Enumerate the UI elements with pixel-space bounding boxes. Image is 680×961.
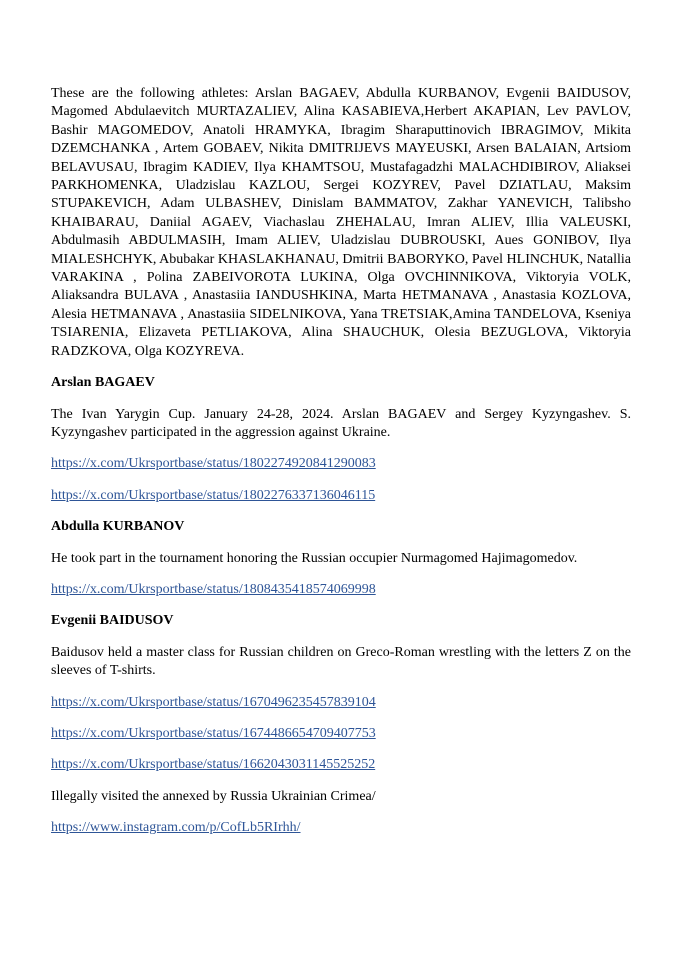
- link-row: [51, 756, 631, 774]
- section-heading-evgenii-baidusov: Evgenii BAIDUSOV: [51, 613, 174, 629]
- x-status-link[interactable]: https://x.com/Ukrsportbase/status/1802276337136046115: [51, 487, 376, 503]
- section-body-abdulla-kurbanov: He took part in the tournament honoring the Russian occupier Nurmagomed Hajimagomedov.: [51, 550, 578, 566]
- link-row: [51, 694, 631, 712]
- link-row: [51, 725, 631, 743]
- x-status-link[interactable]: https://x.com/Ukrsportbase/status/1662043031145525252: [51, 757, 376, 773]
- x-status-link[interactable]: https://x.com/Ukrsportbase/status/1808435418574069998: [51, 581, 376, 597]
- instagram-post-link[interactable]: https://www.instagram.com/p/CofLb5RIrhh/: [51, 820, 301, 836]
- link-row: [51, 455, 631, 473]
- section-heading-abdulla-kurbanov: Abdulla KURBANOV: [51, 519, 185, 535]
- section-body2-evgenii-baidusov: Illegally visited the annexed by Russia Ukrainian Crimea/: [51, 788, 376, 804]
- intro-paragraph: These are the following athletes: Arslan BAGAEV, Abdulla KURBANOV, Evgenii BAIDUSOV, Magomed Abdulaevitch MURTAZALIEV, Alina KASABIEVA,Herbert AKAPIAN, Lev PAVLOV, Bashir MAGOMEDOV, Anatoli HRAMYKA, Ibragim Sharaputtinovich IBRAGIMOV, Mikita DZEMCHANKA , Artem GOBAEV, Nikita DMITRIJEVS MAYEUSKI, Arsen BALAIAN, Artsiom BELAVUSAU, Ibragim KADIEV, Ilya KHAMTSOU, Mustafagadzhi MALACHDIBIROV, Aliaksei PARKHOMENKA, Uladzislau KAZLOU, Sergei KOZYREV, Pavel DZIATLAU, Maksim STUPAKEVICH, Adam ULBASHEV, Dinislam BAMMATOV, Zakhar YANEVICH, Talibsho KHAIBARAU, Daniial AGAEV, Viachaslau ZHEHALAU, Imran ALIEV, Illia VALEUSKI, Abdulmasih ABDULMASIH, Imam ALIEV, Uladzislau DUBROUSKI, Aues GONIBOV, Ilya MIALESHCHYK, Abubakar KHASLAKHANAU, Dmitrii BABORYKO, Pavel HLINCHUK, Natallia VARAKINA , Polina ZABEIVOROTA LUKINA, Olga OVCHINNIKOVA, Viktoryia VOLK, Aliaksandra BULAVA , Anastasiia IANDUSHKINA, Marta HETMANAVA , Anastasia KOZLOVA, Alesia HETMANAVA , Anastasiia SIDELNIKOVA, Yana TRETSIAK,Amina TANDELOVA, Kseniya TSIARENIA, Elizaveta PETLIAKOVA, Alina SHAUCHUK, Olesia BEZUGLOVA, Viktoryia RADZKOVA, Olga KOZYREVA.: [51, 86, 631, 359]
- link-row: [51, 581, 631, 599]
- x-status-link[interactable]: https://x.com/Ukrsportbase/status/1670496235457839104: [51, 694, 376, 710]
- link-row: [51, 819, 631, 837]
- section-body-evgenii-baidusov: Baidusov held a master class for Russian children on Greco-Roman wrestling with the letters Z on the sleeves of T-shirts.: [51, 644, 631, 679]
- x-status-link[interactable]: https://x.com/Ukrsportbase/status/1674486654709407753: [51, 725, 376, 741]
- section-heading-arslan-bagaev: Arslan BAGAEV: [51, 375, 155, 391]
- link-row: [51, 487, 631, 505]
- section-body-arslan-bagaev: The Ivan Yarygin Cup. January 24-28, 2024. Arslan BAGAEV and Sergey Kyzyngashev. S. Kyzyngashev participated in the aggression against Ukraine.: [51, 406, 631, 440]
- x-status-link[interactable]: https://x.com/Ukrsportbase/status/1802274920841290083: [51, 456, 376, 472]
